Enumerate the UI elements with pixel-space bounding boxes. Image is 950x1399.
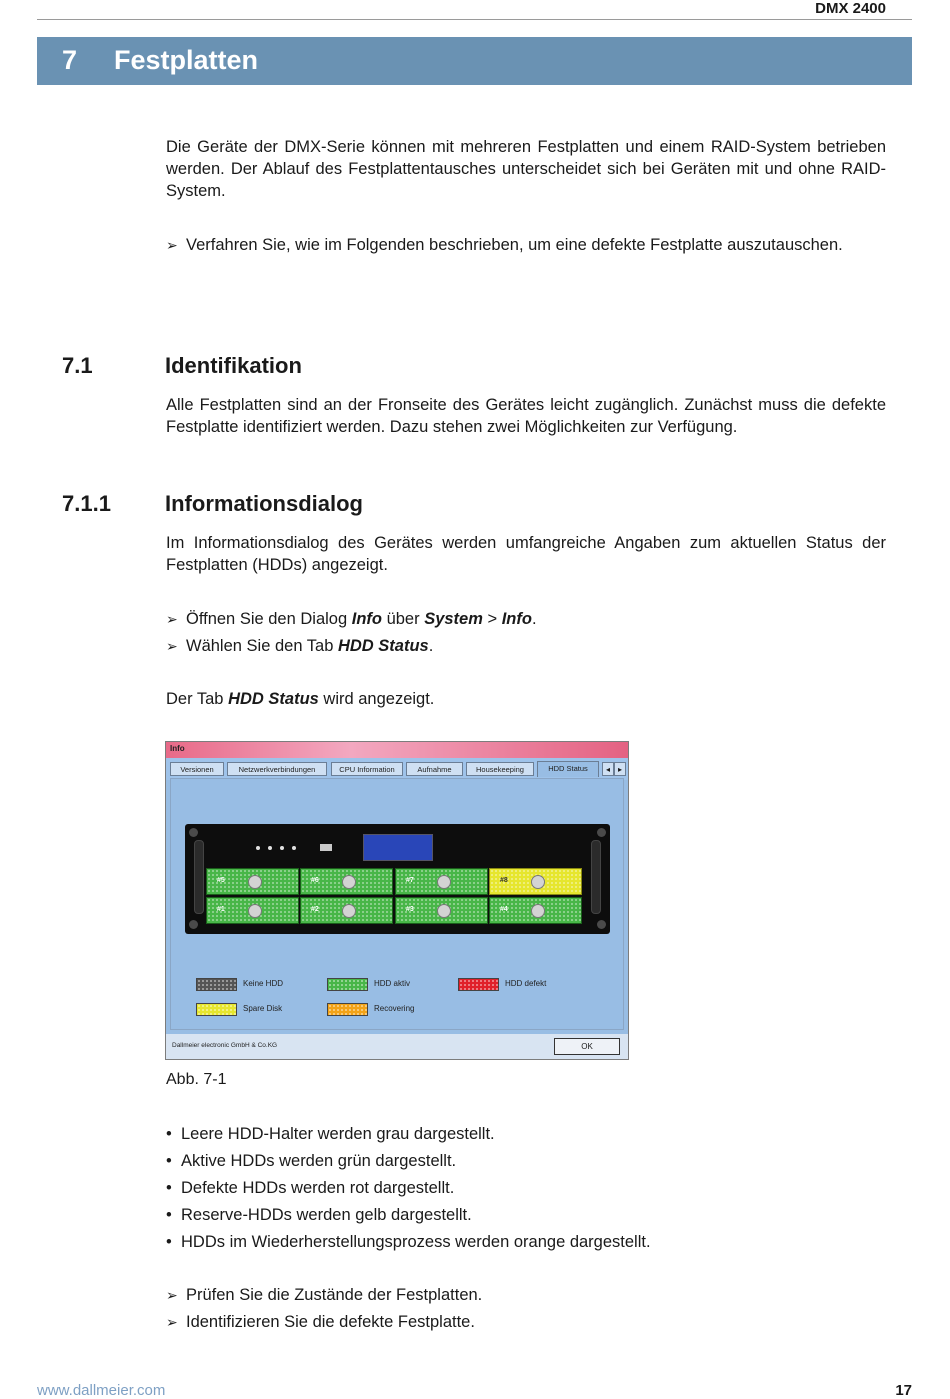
ok-button[interactable]: OK — [554, 1038, 620, 1055]
rack-screw-icon — [189, 828, 198, 837]
hdd-bay-2[interactable]: #2 — [300, 897, 393, 924]
usb-port-icon — [320, 844, 332, 851]
rack-front-panel — [185, 824, 610, 934]
figure-caption: Abb. 7-1 — [166, 1071, 227, 1088]
bay-latch-icon — [248, 875, 262, 889]
arrow-bullet-icon: ➢ — [166, 638, 178, 654]
result-text: Der Tab HDD Status wird angezeigt. — [166, 690, 435, 708]
lcd-display — [363, 834, 433, 861]
hdd-bay-7[interactable]: #7 — [395, 868, 488, 895]
bay-latch-icon — [437, 875, 451, 889]
step-select-tab: ➢ Wählen Sie den Tab HDD Status. — [166, 637, 434, 655]
tab-aufnahme[interactable]: Aufnahme — [406, 762, 463, 776]
section-number: 7.1 — [62, 353, 93, 378]
legend-label-defect: HDD defekt — [505, 979, 547, 988]
legend-swatch-defect — [458, 978, 499, 991]
bay-latch-icon — [437, 904, 451, 918]
chapter-banner — [37, 37, 912, 85]
list-item: • Aktive HDDs werden grün dargestellt. — [166, 1152, 457, 1170]
rack-handle-left — [194, 840, 204, 914]
list-item: • HDDs im Wiederherstellungsprozess werden orange dargestellt. — [166, 1233, 651, 1251]
status-led-icon — [268, 846, 272, 850]
tab-hdd-status[interactable]: HDD Status — [537, 761, 599, 777]
legend-swatch-none — [196, 978, 237, 991]
step-check-status: ➢ Prüfen Sie die Zustände der Festplatten. — [166, 1286, 483, 1304]
hdd-bay-3[interactable]: #3 — [395, 897, 488, 924]
tab-cpu-information[interactable]: CPU Information — [331, 762, 403, 776]
hdd-bay-1[interactable]: #1 — [206, 897, 299, 924]
arrow-bullet-icon: ➢ — [166, 1314, 178, 1330]
legend-swatch-spare — [196, 1003, 237, 1016]
tab-versionen[interactable]: Versionen — [170, 762, 224, 776]
status-led-icon — [280, 846, 284, 850]
arrow-bullet-icon: ➢ — [166, 611, 178, 627]
intro-step-text: Verfahren Sie, wie im Folgenden beschrieben, um eine defekte Festplatte auszutauschen. — [186, 236, 843, 254]
footer-url[interactable]: www.dallmeier.com — [37, 1382, 166, 1399]
arrow-bullet-icon: ➢ — [166, 1287, 178, 1303]
subsection-number: 7.1.1 — [62, 491, 111, 516]
rack-screw-icon — [597, 920, 606, 929]
bay-latch-icon — [342, 904, 356, 918]
header-rule — [37, 19, 912, 20]
bay-latch-icon — [531, 875, 545, 889]
rack-screw-icon — [189, 920, 198, 929]
hdd-bay-8[interactable]: #8 — [489, 868, 582, 895]
dialog-tabbar — [166, 758, 628, 780]
rack-screw-icon — [597, 828, 606, 837]
list-item: • Leere HDD-Halter werden grau dargestellt. — [166, 1125, 495, 1143]
bay-latch-icon — [342, 875, 356, 889]
header-product: DMX 2400 — [815, 0, 886, 17]
step-open-dialog: ➢ Öffnen Sie den Dialog Info über System > Info. — [166, 610, 537, 628]
tab-netzwerkverbindungen[interactable]: Netzwerkverbindungen — [227, 762, 327, 776]
chapter-title: Festplatten — [114, 45, 259, 75]
intro-paragraph: Die Geräte der DMX-Serie können mit mehreren Festplatten und einem RAID-System betrieben werden. Der Ablauf des Festplattentausches unterscheidet sich bei Geräten mit und ohne RAID-System. — [166, 138, 886, 200]
legend-swatch-recovering — [327, 1003, 368, 1016]
status-led-icon — [292, 846, 296, 850]
info-dialog-screenshot — [165, 741, 629, 1060]
dialog-title: Info — [170, 744, 185, 753]
intro-step — [166, 234, 886, 256]
chapter-number: 7 — [62, 45, 78, 75]
company-name: Dallmeier electronic GmbH & Co.KG — [172, 1042, 278, 1049]
subsection-paragraph: Im Informationsdialog des Gerätes werden umfangreiche Angaben zum aktuellen Status der Festplatten (HDDs) angezeigt. — [166, 534, 886, 574]
list-item: • Defekte HDDs werden rot dargestellt. — [166, 1179, 455, 1197]
list-item: • Reserve-HDDs werden gelb dargestellt. — [166, 1206, 472, 1224]
bay-latch-icon — [531, 904, 545, 918]
status-led-icon — [256, 846, 260, 850]
legend-swatch-active — [327, 978, 368, 991]
section-title: Identifikation — [165, 353, 302, 378]
arrow-bullet-icon: ➢ — [166, 237, 178, 253]
section-paragraph: Alle Festplatten sind an der Fronseite des Gerätes leicht zugänglich. Zunächst muss die defekte Festplatte identifiziert werden. Dazu stehen zwei Möglichkeiten zur Verfügung. — [166, 396, 886, 436]
legend-label-none: Keine HDD — [243, 979, 284, 988]
subsection-title: Informationsdialog — [165, 491, 363, 516]
bay-latch-icon — [248, 904, 262, 918]
tab-scroll-left-icon[interactable]: ◂ — [602, 762, 614, 776]
dialog-titlebar — [166, 742, 628, 758]
legend-label-active: HDD aktiv — [374, 979, 411, 988]
tab-scroll-right-icon[interactable]: ▸ — [614, 762, 626, 776]
rack-handle-right — [591, 840, 601, 914]
hdd-bay-5[interactable]: #5 — [206, 868, 299, 895]
legend-label-spare: Spare Disk — [243, 1004, 283, 1013]
hdd-bay-6[interactable]: #6 — [300, 868, 393, 895]
legend-label-recovering: Recovering — [374, 1004, 415, 1013]
step-identify-defect: ➢ Identifizieren Sie die defekte Festplatte. — [166, 1313, 475, 1331]
hdd-bay-4[interactable]: #4 — [489, 897, 582, 924]
page-number: 17 — [895, 1382, 912, 1399]
tab-housekeeping[interactable]: Housekeeping — [466, 762, 534, 776]
